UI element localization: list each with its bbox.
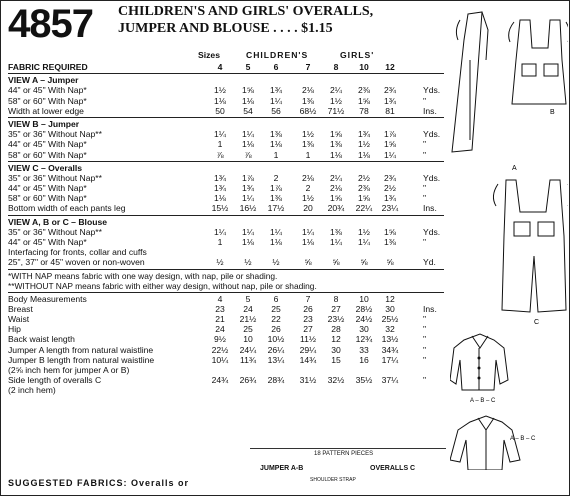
value-cell: 1⅛	[270, 237, 282, 247]
value-cell: 25	[243, 324, 253, 335]
value-cell: 11¾	[239, 354, 257, 365]
figure-label-abc-2: A – B – C	[510, 436, 536, 442]
fabric-row	[8, 227, 444, 237]
measurement-label: Jumper B length from natural waistline	[8, 354, 155, 365]
value-cell: 1¾	[214, 172, 226, 183]
unit-label: "	[423, 95, 427, 106]
value-cell: 12	[385, 293, 395, 304]
fabric-row	[8, 257, 444, 267]
value-cell: 1⅝	[384, 226, 396, 237]
unit-label: "	[423, 344, 427, 355]
value-cell: 37¼	[381, 375, 399, 386]
fabric-row	[8, 237, 444, 247]
value-cell: 24	[243, 303, 253, 314]
value-cell: 1½	[214, 85, 226, 96]
value-cell: 24½	[355, 313, 373, 324]
pattern-pieces-strip	[250, 448, 446, 489]
pattern-title-line2: JUMPER AND BLOUSE . . . . $1.15	[118, 21, 333, 36]
measurement-label: Jumper A length from natural waistline	[8, 344, 154, 355]
value-cell: ⅝	[360, 257, 368, 268]
fabric-row-label: 44" or 45" With Nap*	[8, 183, 87, 194]
value-cell: 2⅛	[330, 183, 342, 194]
unit-label: "	[423, 237, 427, 247]
value-cell: 1⅛	[242, 237, 254, 247]
fabric-row	[8, 173, 444, 183]
value-cell: ⅞	[244, 149, 252, 160]
value-cell: 1½	[302, 129, 314, 140]
value-cell: 2⅜	[358, 183, 370, 194]
size-label: 6	[273, 62, 279, 72]
size-label: 4	[217, 62, 223, 72]
value-cell: 1¾	[358, 129, 370, 140]
unit-label: "	[423, 375, 427, 386]
value-cell: 20¾	[327, 203, 345, 214]
value-cell: 26¾	[239, 375, 257, 386]
value-cell: 1⅜	[330, 226, 342, 237]
measurement-row	[8, 304, 444, 314]
value-cell: 1⅜	[302, 95, 314, 106]
jumper-a-illustration	[452, 12, 488, 152]
fabric-row-label: 35" or 36" Without Nap**	[8, 226, 102, 237]
pattern-pieces-header: 18 PATTERN PIECES	[314, 451, 374, 457]
value-cell: 20	[303, 203, 313, 214]
fabric-row-label: 35" or 36" Without Nap**	[8, 172, 102, 183]
value-cell: 24¼	[239, 344, 257, 355]
unit-label: Yds.	[423, 129, 441, 140]
value-cell: 81	[385, 105, 395, 116]
unit-label: "	[423, 313, 427, 324]
fabric-chart	[8, 50, 444, 395]
value-cell: 1½	[358, 139, 370, 150]
value-cell: 4	[217, 293, 223, 304]
unit-label: "	[423, 354, 427, 365]
value-cell: 1	[273, 149, 279, 160]
measurement-row	[8, 355, 444, 365]
value-cell: 12¾	[355, 334, 373, 345]
value-cell: 35½	[355, 375, 373, 386]
value-cell: 1⅞	[384, 129, 396, 140]
value-cell: 10	[243, 334, 253, 345]
value-cell: 1⅜	[330, 139, 342, 150]
unit-label: "	[423, 193, 427, 204]
value-cell: 1⅝	[330, 129, 342, 140]
value-cell: 17¼	[381, 354, 399, 365]
value-cell: 56	[271, 105, 281, 116]
value-cell: 1½	[358, 226, 370, 237]
value-cell: 1¾	[242, 183, 254, 194]
value-cell: 10½	[267, 334, 285, 345]
value-cell: 22	[271, 313, 281, 324]
value-cell: 21	[215, 313, 225, 324]
figure-label-c: C	[534, 319, 540, 326]
value-cell: 1½	[302, 193, 314, 204]
value-cell: 30	[331, 344, 341, 355]
value-cell: 23	[215, 303, 225, 314]
view-section-title: VIEW B – Jumper	[8, 118, 80, 129]
value-cell: 27	[331, 303, 341, 314]
measurement-label: Hip	[8, 324, 21, 335]
fabric-row	[8, 85, 444, 95]
value-cell: ½	[272, 257, 280, 268]
value-cell: 1¾	[384, 193, 396, 204]
measurement-row	[8, 324, 444, 334]
value-cell: 1¼	[270, 226, 282, 237]
value-cell: 1⅝	[358, 193, 370, 204]
value-cell: 28½	[355, 303, 373, 314]
blouse-illustration-1	[450, 334, 508, 390]
value-cell: 21½	[239, 313, 257, 324]
unit-label: Yds.	[423, 85, 441, 96]
value-cell: 17½	[267, 203, 285, 214]
value-cell: 1⅛	[358, 149, 370, 160]
value-cell: 1	[305, 149, 311, 160]
value-cell: ⅞	[216, 149, 224, 160]
value-cell: ⅝	[332, 257, 340, 268]
value-cell: 22¼	[355, 203, 373, 214]
value-cell: 9½	[214, 334, 226, 345]
value-cell: 1⅞	[242, 172, 254, 183]
fabric-row-label: 35" or 36" Without Nap**	[8, 129, 102, 140]
value-cell: 32½	[327, 375, 345, 386]
fabric-row-label: 44" or 45" With Nap*	[8, 139, 87, 150]
value-cell: 28¾	[267, 375, 285, 386]
value-cell: 16	[359, 354, 369, 365]
fabric-row	[8, 96, 444, 106]
body-measurements-header	[8, 294, 444, 304]
fabric-required-heading: FABRIC REQUIRED	[8, 62, 88, 72]
value-cell: 50	[215, 105, 225, 116]
value-cell: 13½	[381, 334, 399, 345]
unit-label: Ins.	[423, 303, 437, 314]
size-label: 8	[333, 62, 339, 72]
pattern-number: 4857	[8, 2, 93, 46]
measurement-label: Breast	[8, 303, 33, 314]
fabric-row-label: 58" or 60" With Nap*	[8, 95, 87, 106]
value-cell: 1⅝	[358, 95, 370, 106]
value-cell: ½	[244, 257, 252, 268]
unit-label: "	[423, 324, 427, 335]
value-cell: 27	[303, 324, 313, 335]
value-cell: 1¼	[214, 129, 226, 140]
value-cell: 26	[303, 303, 313, 314]
size-label: 10	[359, 62, 369, 72]
figure-label-a: A	[512, 165, 517, 172]
overalls-c-illustration	[493, 180, 568, 312]
figure-label-abc-1: A – B – C	[470, 398, 496, 404]
fabric-row-label: Width at lower edge	[8, 105, 84, 116]
measurement-label: Back waist length	[8, 334, 75, 345]
value-cell: ⅝	[386, 257, 394, 268]
unit-label: "	[423, 149, 427, 160]
pieces-shoulder-label: SHOULDER STRAP	[310, 477, 356, 483]
value-cell: 1⅜	[384, 237, 396, 247]
fabric-row-label: 44" or 45" With Nap*	[8, 85, 87, 96]
value-cell: 1¼	[242, 226, 254, 237]
value-cell: 2	[273, 172, 279, 183]
size-label: 5	[245, 62, 251, 72]
unit-label: "	[423, 334, 427, 345]
value-cell: 1⅜	[302, 139, 314, 150]
value-cell: 23½	[327, 313, 345, 324]
measurement-row	[8, 385, 444, 395]
without-nap-note: **WITHOUT NAP means fabric with either way design, without nap, pile or shading.	[8, 280, 317, 291]
value-cell: 32	[385, 324, 395, 335]
value-cell: 1	[217, 237, 223, 247]
value-cell: 6	[273, 293, 279, 304]
value-cell: 14¾	[299, 354, 317, 365]
value-cell: 1¾	[384, 95, 396, 106]
fabric-row-label: Bottom width of each pants leg	[8, 203, 126, 214]
value-cell: 1⅛	[270, 139, 282, 150]
value-cell: 1¾	[214, 183, 226, 194]
value-cell: 54	[243, 105, 253, 116]
size-number-header	[8, 62, 444, 72]
measurement-row	[8, 365, 444, 375]
value-cell: 16½	[239, 203, 257, 214]
value-cell: 26	[271, 324, 281, 335]
fabric-row	[8, 193, 444, 203]
value-cell: 2⅜	[358, 85, 370, 96]
value-cell: 1⅛	[302, 237, 314, 247]
value-cell: 1¼	[384, 149, 396, 160]
value-cell: 1¼	[242, 129, 254, 140]
value-cell: 24	[215, 324, 225, 335]
pieces-jumper-label: JUMPER A-B	[260, 465, 304, 472]
value-cell: 2¼	[330, 172, 342, 183]
value-cell: ½	[216, 257, 224, 268]
value-cell: 2	[305, 183, 311, 194]
value-cell: 71½	[327, 105, 345, 116]
unit-label: Yd.	[423, 257, 436, 268]
girls-label: GIRLS'	[340, 50, 375, 60]
garment-illustrations	[450, 0, 568, 470]
measurement-label: (2⅝ inch hem for jumper A or B)	[8, 364, 130, 375]
value-cell: 2¾	[384, 85, 396, 96]
childrens-label: CHILDREN'S	[246, 50, 309, 60]
fabric-row	[8, 247, 444, 257]
value-cell: 10¼	[211, 354, 229, 365]
fabric-row	[8, 203, 444, 213]
value-cell: 25	[271, 303, 281, 314]
value-cell: 5	[245, 293, 251, 304]
value-cell: 1⅛	[242, 95, 254, 106]
value-cell: 23¼	[381, 203, 399, 214]
value-cell: 1¼	[330, 237, 342, 247]
value-cell: 2¾	[384, 172, 396, 183]
fabric-row	[8, 106, 444, 116]
value-cell: 12	[331, 334, 341, 345]
fabric-row-label: 58" or 60" With Nap*	[8, 149, 87, 160]
view-section-title: VIEW A, B or C – Blouse	[8, 216, 107, 227]
value-cell: 33	[359, 344, 369, 355]
value-cell: 78	[359, 105, 369, 116]
measurement-row	[8, 375, 444, 385]
figure-label-b: B	[550, 109, 555, 116]
value-cell: 23	[303, 313, 313, 324]
pattern-title-line1: CHILDREN'S AND GIRLS' OVERALLS,	[118, 4, 374, 19]
size-group-header	[8, 50, 444, 62]
unit-label: "	[423, 139, 427, 150]
unit-label: Yds.	[423, 172, 441, 183]
fabric-row	[8, 183, 444, 193]
value-cell: 1¾	[270, 85, 282, 96]
value-cell: 11½	[299, 334, 317, 345]
value-cell: ⅝	[304, 257, 312, 268]
fabric-row-label: Interfacing for fronts, collar and cuffs	[8, 247, 147, 258]
unit-label: Yds.	[423, 226, 441, 237]
value-cell: 8	[333, 293, 339, 304]
with-nap-note: *WITH NAP means fabric with one way design, with nap, pile or shading.	[8, 270, 278, 281]
fabric-row-label: 58" or 60" With Nap*	[8, 193, 87, 204]
measurement-label: Waist	[8, 313, 30, 324]
fabric-row	[8, 150, 444, 160]
value-cell: 1⅛	[214, 193, 226, 204]
value-cell: 13¼	[267, 354, 285, 365]
value-cell: 2⅛	[302, 172, 314, 183]
value-cell: 2⅛	[302, 85, 314, 96]
sizes-label: Sizes	[198, 50, 220, 60]
measurement-label: Side length of overalls C	[8, 375, 102, 386]
value-cell: 1¼	[214, 226, 226, 237]
value-cell: 29¼	[299, 344, 317, 355]
fabric-row-label: 25", 37" or 45" woven or non-woven	[8, 257, 145, 268]
value-cell: 1⅜	[270, 193, 282, 204]
value-cell: 68½	[299, 105, 317, 116]
value-cell: 30	[359, 324, 369, 335]
value-cell: 34¾	[381, 344, 399, 355]
value-cell: 28	[331, 324, 341, 335]
value-cell: 1⅛	[214, 95, 226, 106]
blouse-illustration-2	[450, 416, 520, 470]
value-cell: 2½	[358, 172, 370, 183]
value-cell: 15	[331, 354, 341, 365]
value-cell: 2½	[384, 183, 396, 194]
view-section-title: VIEW C – Overalls	[8, 162, 83, 173]
unit-label: "	[423, 183, 427, 194]
size-label: 12	[385, 62, 395, 72]
suggested-fabrics: SUGGESTED FABRICS: Overalls or	[8, 478, 190, 488]
value-cell: 1¼	[242, 193, 254, 204]
value-cell: 1½	[330, 95, 342, 106]
value-cell: 1¼	[358, 237, 370, 247]
fabric-row	[8, 129, 444, 139]
fabric-row	[8, 139, 444, 149]
measurement-row	[8, 345, 444, 355]
value-cell: 1⅝	[242, 85, 254, 96]
value-cell: 25½	[381, 313, 399, 324]
value-cell: 1	[217, 139, 223, 150]
jumper-b-illustration	[509, 20, 568, 104]
value-cell: 2¼	[330, 85, 342, 96]
value-cell: 26¼	[267, 344, 285, 355]
value-cell: 15½	[211, 203, 229, 214]
measurement-row	[8, 314, 444, 324]
unit-label: Ins.	[423, 105, 437, 116]
size-label: 7	[305, 62, 311, 72]
unit-label: Ins.	[423, 203, 437, 214]
value-cell: 1⅝	[330, 193, 342, 204]
value-cell: 1¼	[270, 95, 282, 106]
value-cell: 1⅛	[330, 149, 342, 160]
value-cell: 1⅞	[270, 183, 282, 194]
value-cell: 1¼	[302, 226, 314, 237]
value-cell: 24¾	[211, 375, 229, 386]
fabric-row-label: 44" or 45" With Nap*	[8, 237, 87, 247]
value-cell: 7	[305, 293, 311, 304]
measurement-row	[8, 334, 444, 344]
pieces-overalls-label: OVERALLS C	[370, 465, 416, 472]
body-measurements-title: Body Measurements	[8, 293, 87, 304]
value-cell: 10	[359, 293, 369, 304]
value-cell: 30	[385, 303, 395, 314]
measurement-label: (2 inch hem)	[8, 385, 56, 396]
view-section-title: VIEW A – Jumper	[8, 75, 79, 86]
value-cell: 22½	[211, 344, 229, 355]
value-cell: 1⅝	[384, 139, 396, 150]
value-cell: 31½	[299, 375, 317, 386]
value-cell: 1⅛	[242, 139, 254, 150]
value-cell: 1⅜	[270, 129, 282, 140]
